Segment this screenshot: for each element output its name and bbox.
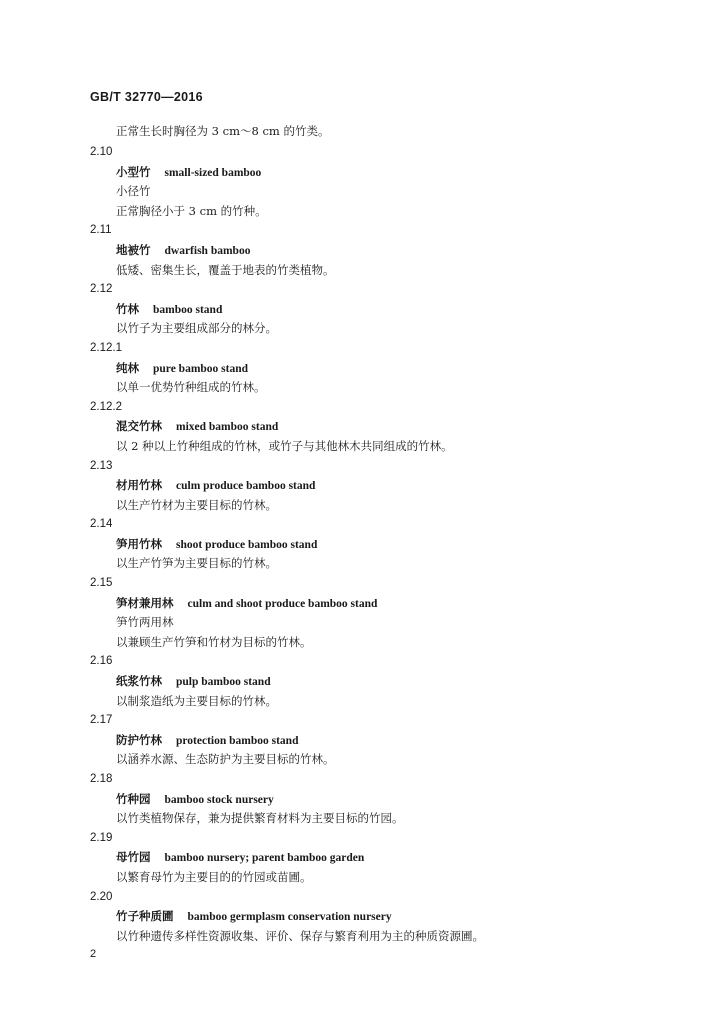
term-entry	[0, 398, 725, 457]
term-definition: 以生产竹材为主要目标的竹林。	[116, 497, 277, 512]
term-chinese: 材用竹林	[116, 478, 162, 493]
entry-number: 2.18	[90, 773, 113, 785]
term-chinese: 竹子种质圃	[116, 909, 174, 924]
term-entry	[0, 770, 725, 829]
term-chinese: 笋材兼用林	[116, 595, 174, 610]
term-definition: 低矮、密集生长，覆盖于地表的竹类植物。	[116, 262, 335, 277]
term-entry	[0, 829, 725, 888]
entry-number: 2.12.2	[90, 400, 122, 413]
term-heading	[116, 241, 725, 261]
term-chinese: 母竹园	[116, 850, 151, 865]
page-number: 2	[90, 948, 97, 960]
term-entry	[0, 143, 725, 221]
term-heading	[116, 594, 725, 614]
term-english: bamboo stock nursery	[164, 793, 274, 806]
term-entry	[0, 574, 725, 652]
term-entry	[0, 515, 725, 574]
term-heading	[116, 535, 725, 555]
term-definition: 以竹类植物保存，兼为提供繁育材料为主要目标的竹园。	[116, 811, 404, 826]
term-heading	[116, 907, 725, 927]
term-entries	[0, 143, 725, 946]
term-english: small-sized bamboo	[164, 166, 262, 179]
term-heading	[116, 790, 725, 810]
term-chinese: 纸浆竹林	[116, 674, 162, 689]
term-chinese: 防护竹林	[116, 732, 162, 747]
term-entry	[0, 221, 725, 280]
term-definition: 以涵养水源、生态防护为主要目标的竹林。	[116, 752, 335, 767]
term-definition: 以竹子为主要组成部分的林分。	[116, 321, 277, 336]
term-entry	[0, 652, 725, 711]
entry-number: 2.13	[90, 459, 113, 472]
term-definition: 以竹种遗传多样性资源收集、评价、保存与繁育利用为主的种质资源圃。	[116, 928, 484, 943]
term-heading	[116, 163, 725, 183]
term-heading	[116, 300, 725, 320]
term-definition: 以单一优势竹种组成的竹林。	[116, 380, 266, 395]
entry-number: 2.20	[90, 890, 113, 903]
term-english: shoot produce bamboo stand	[176, 538, 318, 551]
entry-number: 2.10	[90, 146, 113, 158]
term-entry	[0, 280, 725, 339]
term-entry	[0, 888, 725, 947]
term-english: pure bamboo stand	[153, 362, 249, 375]
term-heading	[116, 476, 725, 496]
term-definition: 以制浆造纸为主要目标的竹林。	[116, 693, 277, 708]
standard-code-header: GB/T 32770—2016	[90, 90, 203, 104]
term-chinese: 地被竹	[116, 242, 151, 257]
term-chinese: 小型竹	[116, 164, 151, 179]
entry-number: 2.17	[90, 714, 113, 727]
term-english: dwarfish bamboo	[164, 244, 251, 257]
term-english: mixed bamboo stand	[176, 421, 279, 434]
continuation-text: 正常生长时胸径为 3 cm～8 cm 的竹类。	[116, 124, 330, 138]
entry-number: 2.12	[90, 283, 113, 296]
term-heading	[116, 359, 725, 379]
term-english: protection bamboo stand	[176, 734, 299, 747]
term-english: pulp bamboo stand	[176, 676, 271, 689]
term-definition: 以兼顾生产竹笋和竹材为目标的竹林。	[116, 634, 312, 649]
term-chinese: 笋用竹林	[116, 536, 162, 551]
term-english: bamboo germplasm conservation nursery	[187, 911, 392, 924]
term-definition: 以生产竹笋为主要目标的竹林。	[116, 556, 277, 571]
term-english: culm and shoot produce bamboo stand	[187, 597, 378, 610]
term-definition: 以 2 种以上竹种组成的竹林，或竹子与其他林木共同组成的竹林。	[116, 438, 453, 453]
term-synonym: 笋竹两用林	[116, 615, 174, 630]
term-definition: 以繁育母竹为主要目的的竹园或苗圃。	[116, 869, 312, 884]
entry-number: 2.11	[90, 224, 112, 237]
term-heading	[116, 848, 725, 868]
term-heading	[116, 731, 725, 751]
term-entry	[0, 711, 725, 770]
term-chinese: 混交竹林	[116, 419, 162, 434]
entry-number: 2.12.1	[90, 341, 122, 354]
entry-number: 2.14	[90, 518, 113, 531]
term-chinese: 竹林	[116, 301, 139, 316]
term-heading	[116, 672, 725, 692]
term-entry	[0, 457, 725, 516]
term-english: bamboo nursery; parent bamboo garden	[164, 852, 365, 865]
term-english: bamboo stand	[153, 303, 223, 316]
entry-number: 2.15	[90, 577, 113, 590]
term-definition: 正常胸径小于 3 cm 的竹种。	[116, 203, 267, 218]
term-english: culm produce bamboo stand	[176, 480, 316, 493]
entry-number: 2.19	[90, 831, 113, 844]
term-chinese: 竹种园	[116, 791, 151, 806]
term-synonym: 小径竹	[116, 184, 151, 199]
term-entry	[0, 339, 725, 398]
entry-number: 2.16	[90, 655, 113, 668]
term-chinese: 纯林	[116, 360, 139, 375]
term-heading	[116, 417, 725, 437]
